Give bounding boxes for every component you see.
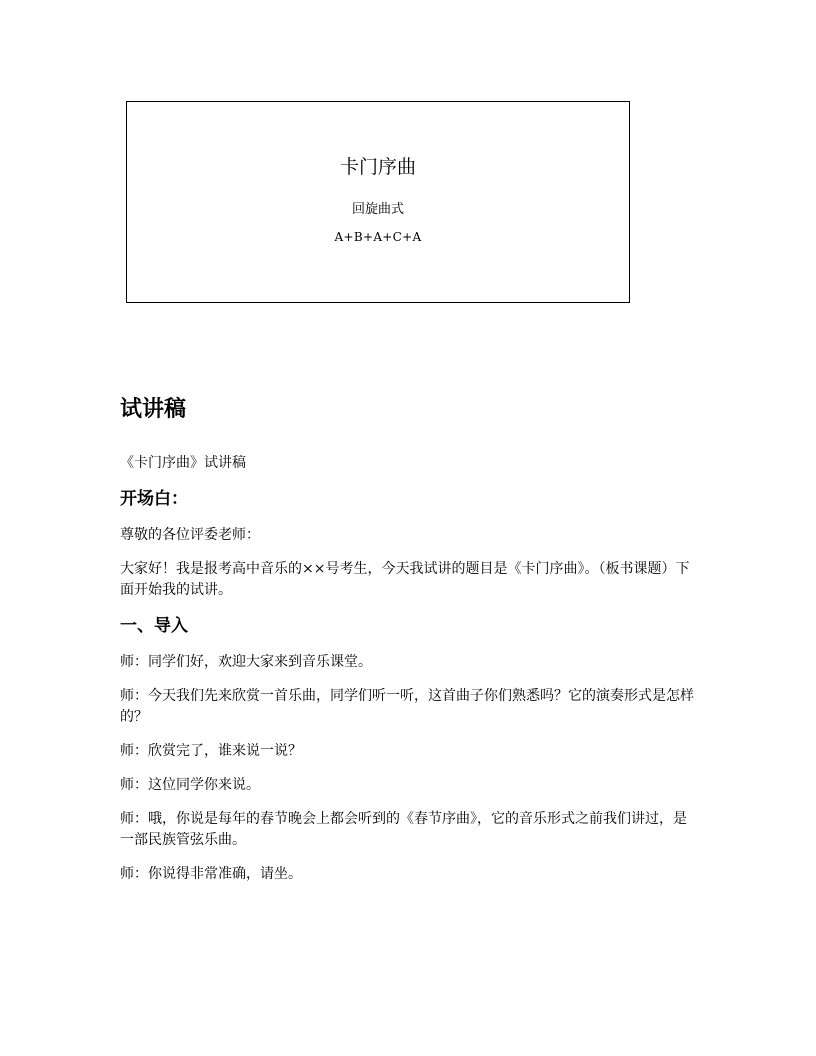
intro-paragraph: 师：你说得非常准确，请坐。 (120, 866, 302, 882)
opening-heading: 开场白： (120, 489, 188, 509)
board-form: 回旋曲式 (351, 202, 404, 217)
board-structure: A+B+A+C+A (334, 230, 422, 244)
document-subtitle: 《卡门序曲》试讲稿 (120, 455, 246, 471)
document-body (120, 395, 700, 898)
intro-paragraph: 师：今天我们先来欣赏一首乐曲，同学们听一听，这首曲子你们熟悉吗？它的演奏形式是怎样的？ (120, 688, 694, 725)
intro-paragraph: 师：同学们好，欢迎大家来到音乐课堂。 (120, 654, 372, 670)
opening-paragraph: 大家好！我是报考高中音乐的××号考生，今天我试讲的题目是《卡门序曲》。（板书课题）下面开始我的试讲。 (120, 561, 690, 598)
intro-paragraph: 师：这位同学你来说。 (120, 777, 260, 793)
opening-paragraph: 尊敬的各位评委老师： (120, 527, 260, 543)
intro-paragraph: 师：哦，你说是每年的春节晚会上都会听到的《春节序曲》，它的音乐形式之前我们讲过，是一部民族管弦乐曲。 (120, 811, 687, 848)
blackboard-design (126, 101, 630, 303)
board-title: 卡门序曲 (339, 156, 416, 178)
section-intro-heading: 一、导入 (120, 616, 188, 636)
document-title: 试讲稿 (120, 397, 187, 422)
intro-paragraph: 师：欣赏完了，谁来说一说？ (120, 743, 302, 759)
